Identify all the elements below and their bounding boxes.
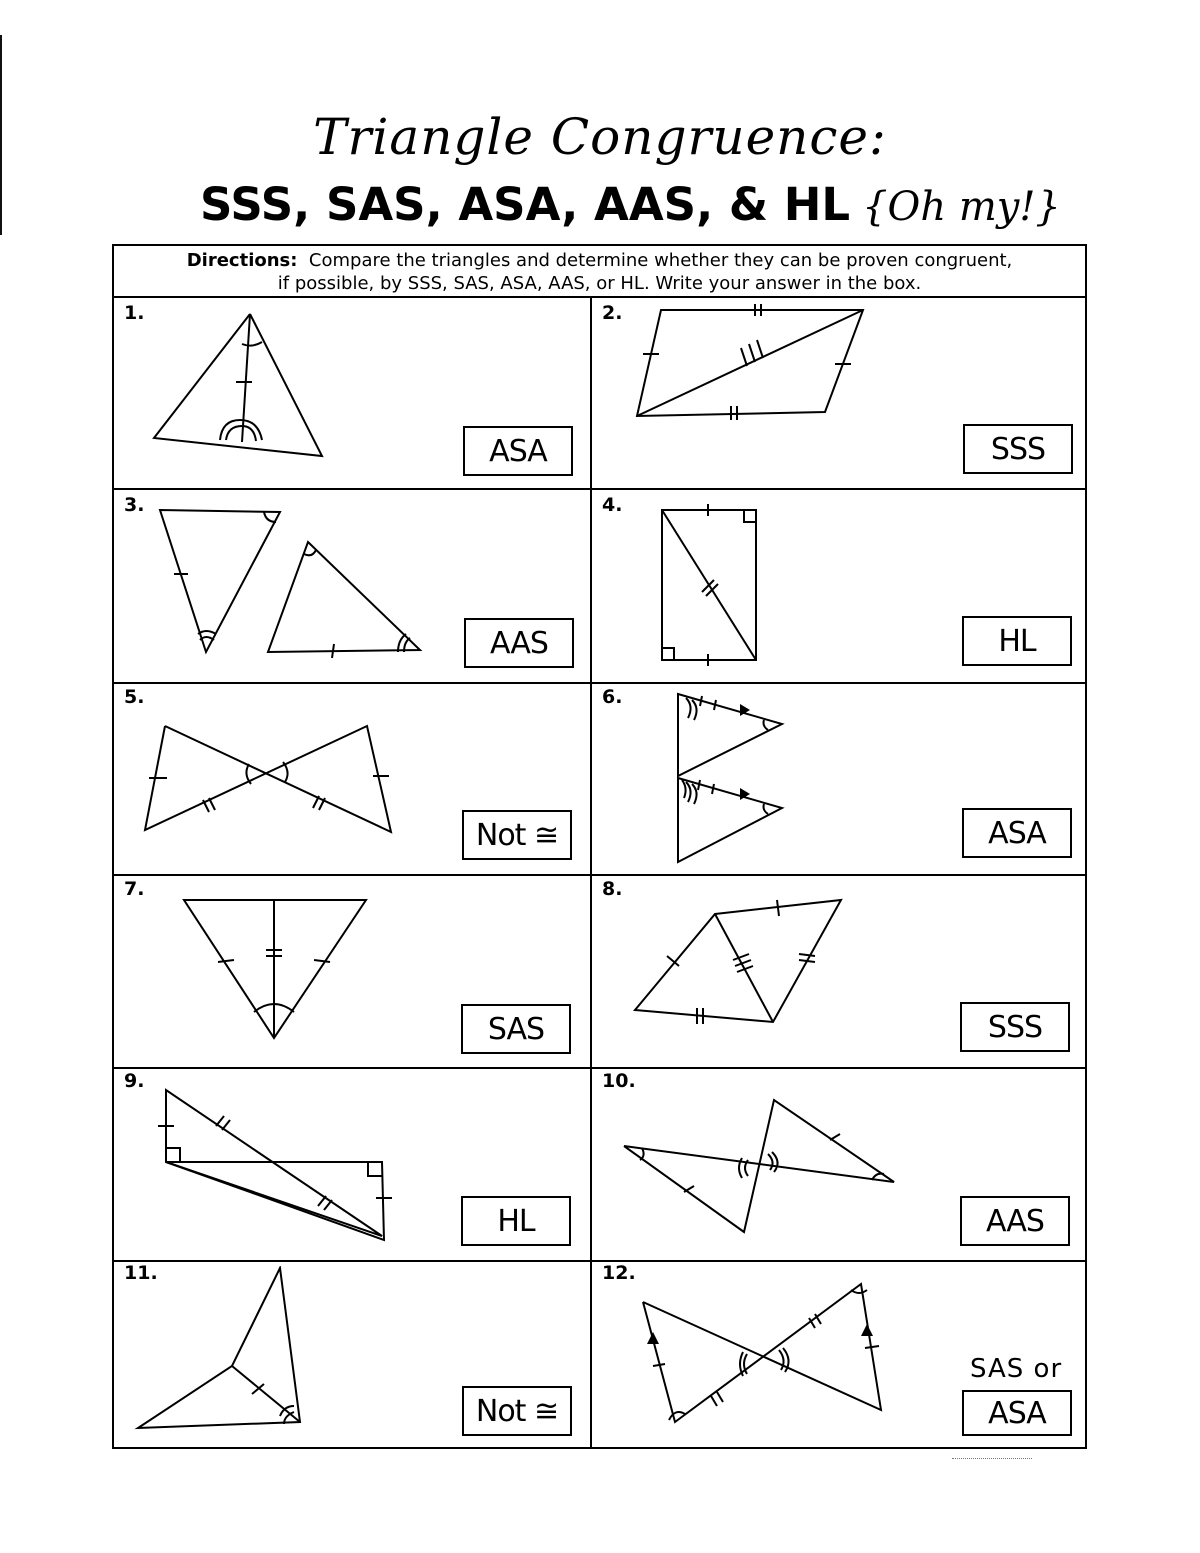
title-tail: {Oh my!}: [862, 184, 1061, 230]
answer-box[interactable]: ASA: [463, 426, 573, 476]
figure-10: [620, 1094, 900, 1239]
title-methods: SSS, SAS, ASA, AAS, & HL: [200, 178, 851, 231]
answer-alt-text: SAS or: [970, 1354, 1063, 1384]
row-divider: [114, 488, 1085, 490]
answer-box[interactable]: ASA: [962, 808, 1072, 858]
figure-12: [639, 1280, 889, 1430]
answer-box[interactable]: SSS: [963, 424, 1073, 474]
answer-box[interactable]: SAS: [461, 1004, 571, 1054]
figure-4: [654, 504, 764, 674]
problem-number: 12.: [602, 1262, 636, 1284]
figure-3: [154, 502, 434, 662]
problem-number: 10.: [602, 1070, 636, 1092]
figure-5: [139, 716, 399, 846]
worksheet-table: [112, 244, 1087, 1449]
figure-1: [144, 306, 364, 466]
figure-11: [134, 1266, 334, 1434]
answer-box[interactable]: SSS: [960, 1002, 1070, 1052]
row-divider: [114, 682, 1085, 684]
figure-7: [180, 896, 370, 1041]
problem-number: 11.: [124, 1262, 158, 1284]
answer-box[interactable]: HL: [962, 616, 1072, 666]
answer-box[interactable]: ASA: [962, 1390, 1072, 1436]
row-divider: [114, 1067, 1085, 1069]
footer-mark: [952, 1458, 1032, 1459]
title-script-line: Triangle Congruence:: [313, 108, 887, 166]
problem-number: 6.: [602, 686, 623, 708]
answer-box[interactable]: Not ≅: [462, 810, 572, 860]
answer-box[interactable]: AAS: [960, 1196, 1070, 1246]
problem-number: 9.: [124, 1070, 145, 1092]
answer-box[interactable]: HL: [461, 1196, 571, 1246]
directions-label: Directions:: [186, 250, 298, 271]
problem-number: 5.: [124, 686, 145, 708]
title-main-line: [200, 178, 1061, 231]
figure-6: [674, 690, 794, 870]
row-divider: [114, 874, 1085, 876]
problem-number: 1.: [124, 302, 145, 324]
problem-number: 2.: [602, 302, 623, 324]
figure-2: [629, 304, 879, 434]
figure-8: [629, 894, 849, 1034]
problem-number: 4.: [602, 494, 623, 516]
directions-line-1: Compare the triangles and determine whether they can be proven congruent,: [308, 250, 1013, 271]
problem-number: 7.: [124, 878, 145, 900]
directions-line-2: if possible, by SSS, SAS, ASA, AAS, or HL. Write your answer in the box.: [277, 273, 922, 294]
problem-number: 8.: [602, 878, 623, 900]
answer-box[interactable]: Not ≅: [462, 1386, 572, 1436]
answer-box[interactable]: AAS: [464, 618, 574, 668]
directions: [114, 246, 1085, 298]
figure-9: [154, 1084, 394, 1244]
row-divider: [114, 1260, 1085, 1262]
problem-number: 3.: [124, 494, 145, 516]
